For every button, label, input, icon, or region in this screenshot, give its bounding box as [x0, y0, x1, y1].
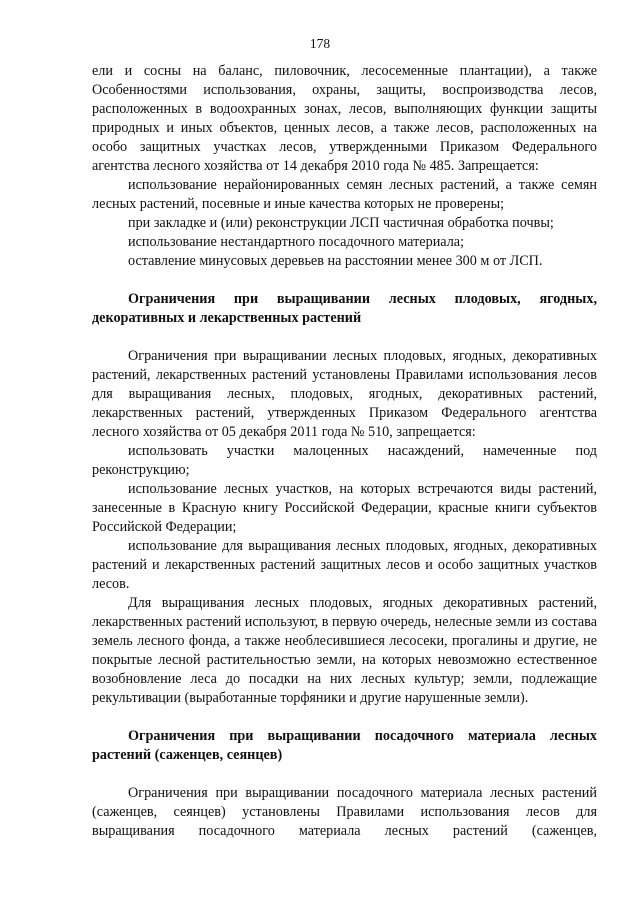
- paragraph: Ограничения при выращивании лесных плодовых, ягодных, декоративных растений, лекарственных растений установлены Правилами использования лесов для выращивания лесных, плодовых, ягодных, декоративных растений, лекарственных растений, утвержденных Приказом Федерального агентства лесного хозяйства от 05 декабря 2011 года № 510, запрещается:: [92, 348, 597, 440]
- list-item: использование нерайонированных семян лесных растений, а также семян лесных растений, посевные и иные качества которых не проверены;: [92, 177, 597, 212]
- paragraph: Для выращивания лесных плодовых, ягодных декоративных растений, лекарственных растений используют, в первую очередь, нелесные земли из состава земель лесного фонда, а также необлесившиеся лесосеки, прогалины и другие, не покрытые лесной растительностью земли, на которых невозможно естественное возобновление леса до посадки на них лесных культур; земли, подлежащие рекультивации (выработанные торфяники и другие нарушенные земли).: [92, 595, 597, 706]
- list-item: использовать участки малоценных насаждений, намеченные под реконструкцию;: [92, 443, 597, 478]
- paragraph: ели и сосны на баланс, пиловочник, лесосеменные плантации), а также Особенностями использования, охраны, защиты, воспроизводства лесов, расположенных в водоохранных зонах, лесов, выполняющих функции защиты природных и иных объектов, ценных лесов, а также лесов, расположенных на особо защитных участках лесов, утвержденными Приказом Федерального агентства лесного хозяйства от 14 декабря 2010 года № 485. Запрещается:: [92, 63, 597, 174]
- list-item: использование лесных участков, на которых встречаются виды растений, занесенные в Красную книгу Российской Федерации, красные книги субъектов Российской Федерации;: [92, 481, 597, 535]
- list-item: при закладке и (или) реконструкции ЛСП частичная обработка почвы;: [128, 215, 554, 231]
- page-content: [92, 62, 597, 841]
- list-item: оставление минусовых деревьев на расстоянии менее 300 м от ЛСП.: [128, 253, 543, 269]
- paragraph: Ограничения при выращивании посадочного материала лесных растений (саженцев, сеянцев) установлены Правилами использования лесов для выращивания посадочного материала лесных растений (саженцев,: [92, 785, 597, 839]
- section-heading: Ограничения при выращивании лесных плодовых, ягодных, декоративных и лекарственных растений: [92, 291, 597, 326]
- list-item: использование для выращивания лесных плодовых, ягодных, декоративных растений и лекарственных растений защитных лесов и особо защитных участков лесов.: [92, 538, 597, 592]
- section-heading: Ограничения при выращивании посадочного материала лесных растений (саженцев, сеянцев): [92, 728, 597, 763]
- list-item: использование нестандартного посадочного материала;: [128, 234, 465, 250]
- page-number: 178: [309, 36, 331, 51]
